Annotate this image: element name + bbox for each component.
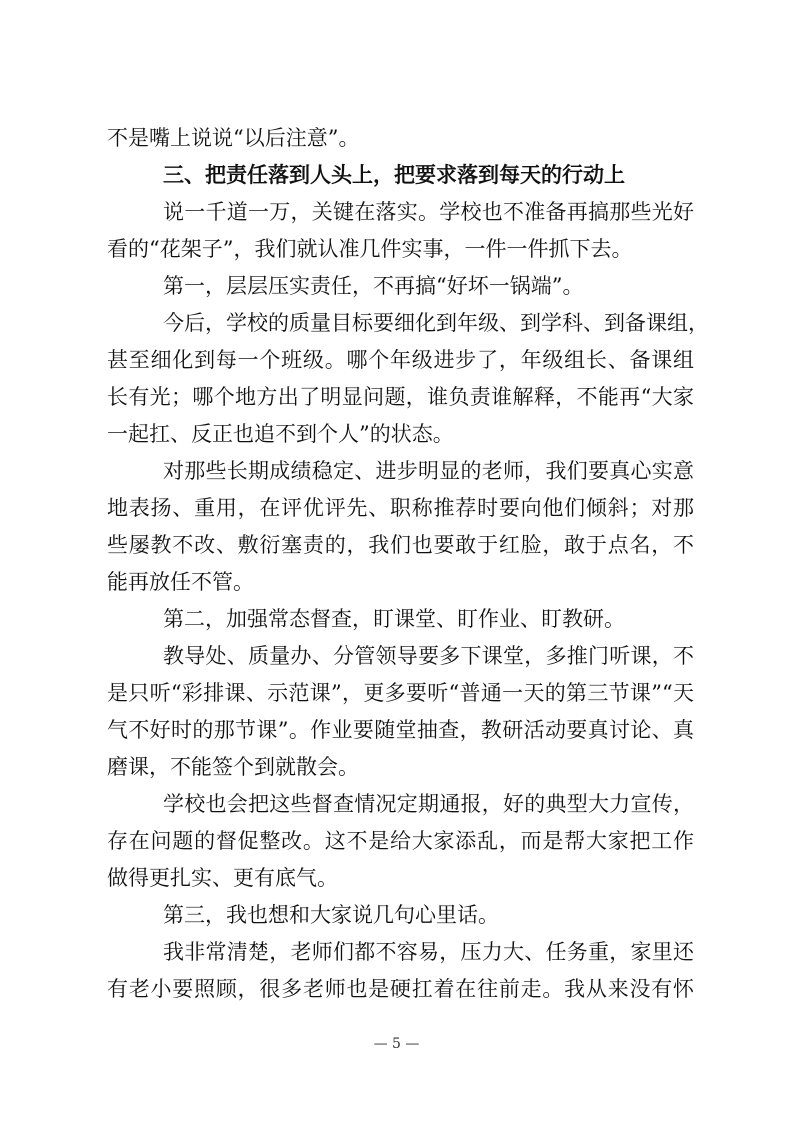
text-line: 气不好时的那节课”。作业要随堂抽查，教研活动要真讨论、真 [107, 718, 694, 742]
text-line: 是只听“彩排课、示范课”，更多要听“普通一天的第三节课”“天 [107, 681, 694, 705]
text-line: 说一千道一万，关键在落实。学校也不准备再搞那些光好 [163, 200, 694, 224]
text-line: 对那些长期成绩稳定、进步明显的老师，我们要真心实意 [163, 459, 694, 483]
text-line: 有老小要照顾，很多老师也是硬扛着在往前走。我从来没有怀 [107, 977, 694, 1001]
text-line: 今后，学校的质量目标要细化到年级、到学科、到备课组， [163, 311, 709, 335]
text-line: 地表扬、重用，在评优评先、职称推荐时要向他们倾斜；对那 [107, 496, 694, 520]
text-line: 教导处、质量办、分管领导要多下课堂，多推门听课，不 [163, 644, 694, 668]
page-number: — 5 — [373, 1036, 420, 1052]
section-heading: 三、把责任落到人头上，把要求落到每天的行动上 [163, 163, 625, 187]
document-body [107, 120, 709, 1008]
text-line: 做得更扎实、更有底气。 [107, 866, 338, 890]
text-line: 一起扛、反正也追不到个人”的状态。 [107, 422, 454, 446]
text-line: 看的“花架子”，我们就认准几件实事，一件一件抓下去。 [107, 237, 633, 261]
text-line: 不是嘴上说说“以后注意”。 [107, 126, 360, 150]
text-line: 第三，我也想和大家说几句心里话。 [163, 903, 499, 927]
text-line: 我非常清楚，老师们都不容易，压力大、任务重，家里还 [163, 940, 694, 964]
text-line: 甚至细化到每一个班级。哪个年级进步了，年级组长、备课组 [107, 348, 694, 372]
text-line: 磨课，不能签个到就散会。 [107, 755, 359, 779]
text-line: 些屡教不改、敷衍塞责的，我们也要敢于红脸，敢于点名，不 [107, 533, 694, 557]
text-line: 能再放任不管。 [107, 570, 254, 594]
text-line: 存在问题的督促整改。这不是给大家添乱，而是帮大家把工作 [107, 829, 694, 853]
text-line: 长有光；哪个地方出了明显问题，谁负责谁解释，不能再“大家 [107, 385, 694, 409]
text-line: 第二，加强常态督查，盯课堂、盯作业、盯教研。 [163, 607, 625, 631]
text-line: 学校也会把这些督查情况定期通报，好的典型大力宣传， [163, 792, 694, 816]
text-line: 第一，层层压实责任，不再搞“好坏一锅端”。 [163, 274, 584, 298]
